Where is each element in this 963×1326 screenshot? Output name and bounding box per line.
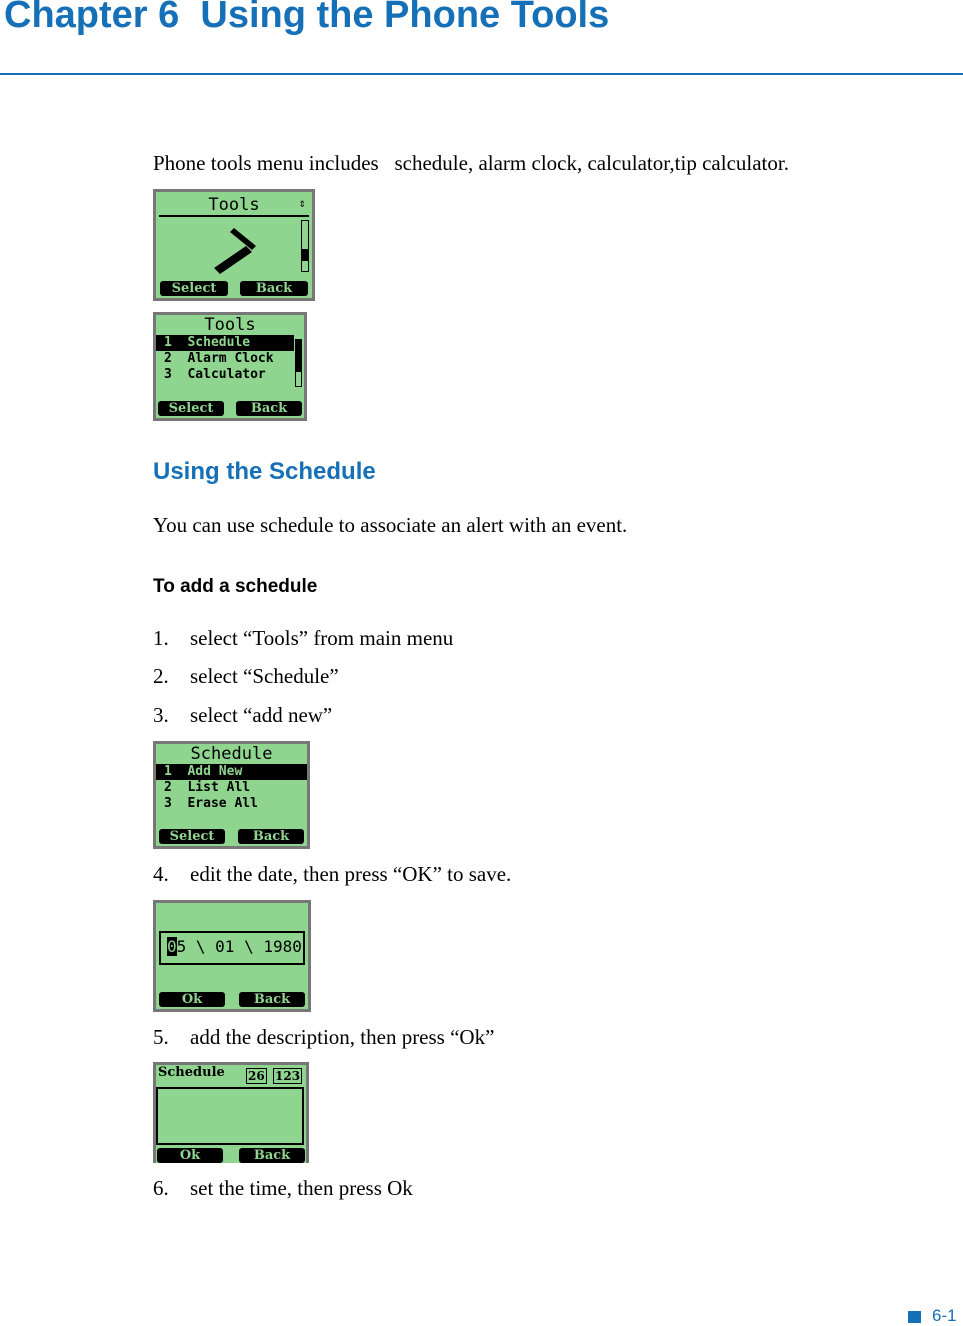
scrollbar bbox=[295, 339, 302, 387]
menu-item-schedule[interactable]: 1 Schedule bbox=[156, 335, 294, 351]
header-rule bbox=[0, 73, 963, 75]
back-softkey[interactable]: Back bbox=[238, 829, 304, 844]
back-softkey[interactable]: Back bbox=[236, 401, 302, 416]
screen-title: Schedule bbox=[158, 1065, 225, 1080]
description-screen bbox=[153, 1062, 309, 1163]
step-3: 3. select “add new” bbox=[153, 703, 333, 727]
scrollbar bbox=[301, 220, 309, 272]
menu-item-list-all[interactable]: 2 List All bbox=[164, 780, 251, 795]
back-softkey[interactable]: Back bbox=[239, 1148, 305, 1163]
scroll-arrows-icon: ⇕ bbox=[298, 196, 306, 210]
select-softkey[interactable]: Select bbox=[159, 829, 225, 844]
ok-softkey[interactable]: Ok bbox=[159, 992, 225, 1007]
menu-item-alarm-clock[interactable]: 2 Alarm Clock bbox=[164, 351, 274, 366]
screen-title: Schedule bbox=[190, 744, 273, 764]
step-6: 6. set the time, then press Ok bbox=[153, 1176, 413, 1200]
date-edit-screen bbox=[153, 900, 311, 1012]
cursor: 0 bbox=[167, 937, 177, 956]
menu-item-add-new[interactable]: 1 Add New bbox=[156, 764, 307, 780]
back-softkey[interactable]: Back bbox=[239, 992, 305, 1007]
back-softkey[interactable]: Back bbox=[240, 281, 308, 296]
screen-title: Tools bbox=[159, 195, 309, 217]
input-mode: 123 bbox=[275, 1069, 301, 1083]
section-title: Using the Schedule bbox=[153, 458, 376, 485]
footer-marker bbox=[908, 1311, 921, 1323]
subsection-title: To add a schedule bbox=[153, 576, 318, 597]
select-softkey[interactable]: Select bbox=[160, 281, 228, 296]
schedule-menu-screen bbox=[153, 741, 310, 849]
date-input[interactable]: 05 \ 01 \ 1980 bbox=[159, 931, 305, 965]
tools-menu-screen bbox=[153, 312, 307, 421]
description-input[interactable] bbox=[156, 1087, 304, 1145]
menu-item-erase-all[interactable]: 3 Erase All bbox=[164, 796, 258, 811]
pocket-knife-icon bbox=[206, 224, 266, 274]
char-count: 26 bbox=[248, 1069, 265, 1083]
intro-text: Phone tools menu includes schedule, alarm clock, calculator,tip calculator. bbox=[153, 151, 789, 175]
ok-softkey[interactable]: Ok bbox=[157, 1148, 223, 1163]
step-4: 4. edit the date, then press “OK” to save. bbox=[153, 862, 512, 886]
select-softkey[interactable]: Select bbox=[158, 401, 224, 416]
page-number: 6-1 bbox=[932, 1306, 957, 1325]
step-1: 1. select “Tools” from main menu bbox=[153, 626, 454, 650]
screen-title: Tools bbox=[204, 315, 256, 335]
menu-item-calculator[interactable]: 3 Calculator bbox=[164, 367, 266, 382]
section-text: You can use schedule to associate an alert with an event. bbox=[153, 513, 628, 537]
step-5: 5. add the description, then press “Ok” bbox=[153, 1025, 495, 1049]
tools-icon-screen bbox=[153, 189, 315, 301]
step-2: 2. select “Schedule” bbox=[153, 664, 339, 688]
chapter-title: Chapter 6 Using the Phone Tools bbox=[4, 0, 610, 36]
